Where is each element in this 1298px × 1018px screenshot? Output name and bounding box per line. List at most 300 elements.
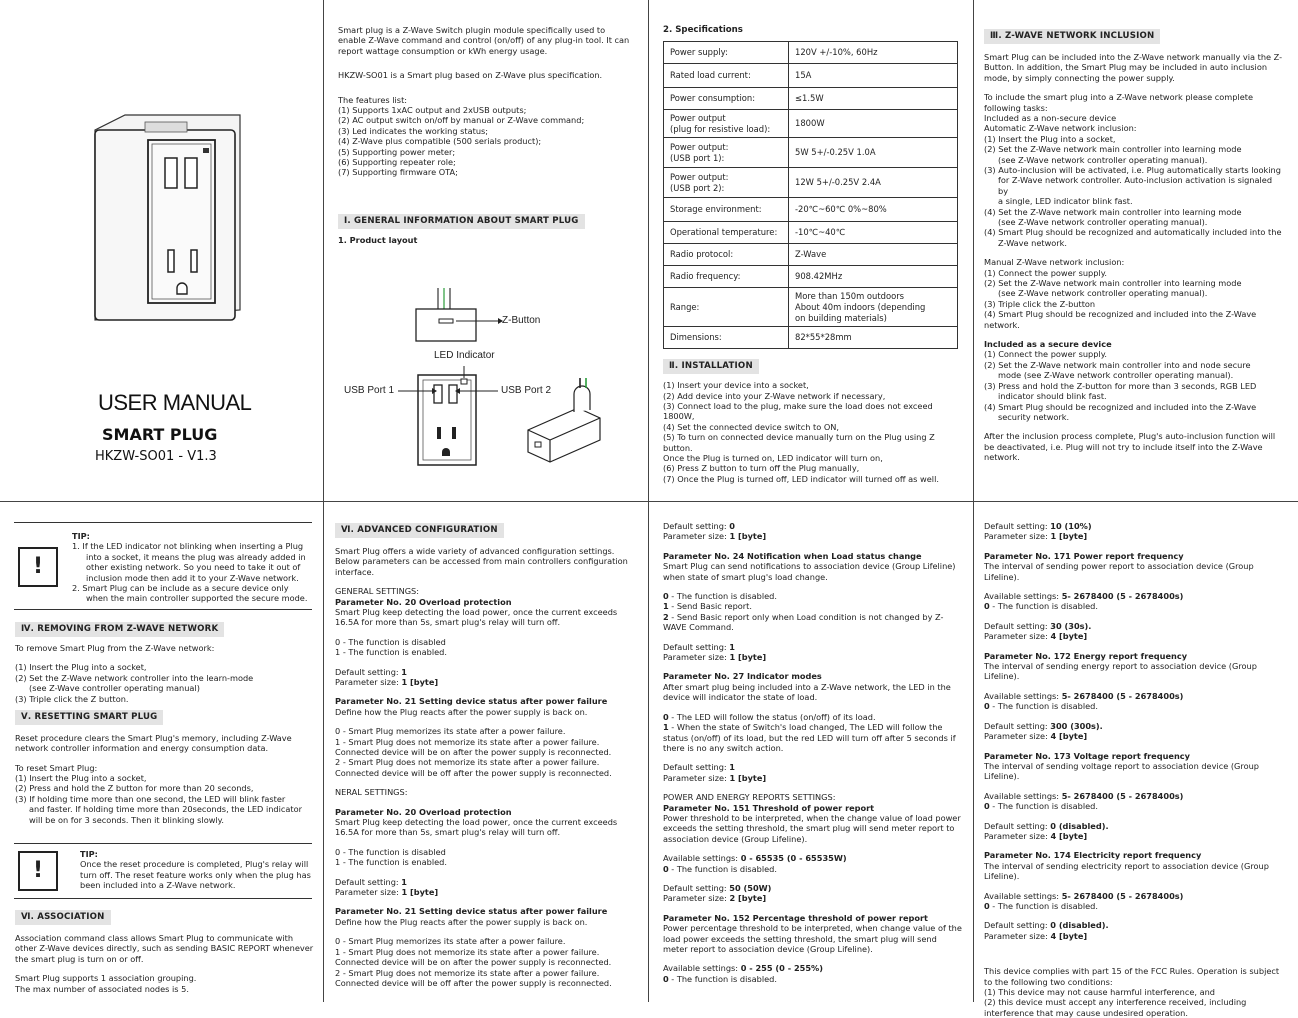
tip-line: into a socket, it means the plug was already added in (86, 551, 306, 562)
default-value: 1 (729, 641, 735, 652)
spec-row (664, 138, 958, 168)
manual-inclusion-title: Manual Z-Wave network inclusion: (984, 257, 1125, 268)
install-step: (5) To turn on connected device manually turn on the Plug using Z button. (663, 432, 935, 453)
parameter-option (663, 591, 963, 601)
tip-line: other existing network. So you need to take it out of (86, 562, 301, 573)
association-line: Smart Plug supports 1 association grouping. (15, 973, 197, 984)
tip-content (72, 531, 318, 604)
install-step: (7) Once the Plug is turned off, LED indicator will turned off as well. (663, 473, 939, 484)
parameter-text: Define how the Plug reacts after the power supply is back on. (335, 706, 588, 717)
available-value: 5- 2678400 (5 - 2678400s) (1061, 890, 1184, 901)
option-value: 0 (984, 900, 990, 911)
reset-step: and faster. If holding time more than 20seconds, the LED indicator (29, 804, 303, 815)
option-value: 0 (663, 591, 669, 602)
parameter-option (663, 612, 963, 633)
parameter-option (984, 601, 1284, 611)
option-text: - The function is disabled (340, 636, 446, 647)
parameter-option (335, 847, 635, 857)
option-value: 0 (663, 973, 669, 984)
available-label: Available settings: (984, 690, 1062, 701)
parameter-text: Power percentage threshold to be interpreted, when change value of the load power exceeds the setting threshold, the smart plug will send meter report to association device (Group Lifeline). (663, 923, 962, 954)
specifications-table (663, 41, 958, 349)
default-label: Default setting: (663, 762, 730, 773)
inclusion-step: security network. (998, 411, 1070, 422)
spec-row (664, 168, 958, 198)
bottom-left-panel (0, 502, 323, 1002)
features-title: The features list: (338, 94, 408, 105)
spec-value: 1800W (789, 109, 958, 137)
size-value: 1 [byte] (729, 531, 767, 542)
section-header: Ⅴ. RESETTING SMART PLUG (15, 710, 163, 725)
spec-value: 908.42MHz (789, 266, 958, 288)
inclusion-step: (3) Triple click the Z-button (984, 298, 1096, 309)
option-value: 0 (984, 801, 990, 812)
parameter-title: Parameter No. 20 Overload protection (335, 596, 512, 607)
default-value: 0 (729, 521, 735, 531)
section-header: Ⅲ. Z-WAVE NETWORK INCLUSION (984, 29, 1160, 44)
spec-label: Dimensions: (664, 327, 789, 349)
size-label: Parameter size: (984, 930, 1051, 941)
usb-port-1-label: USB Port 1 (344, 385, 395, 396)
parameter-option (663, 974, 963, 984)
default-setting (984, 920, 1284, 930)
option-value: 1 (663, 722, 669, 733)
option-text: - The function is disabled. (668, 863, 777, 874)
section-header: Ⅵ. ADVANCED CONFIGURATION (335, 523, 504, 538)
inclusion-step: (4) Smart Plug should be recognized and included into the Z-Wave network. (984, 309, 1257, 330)
default-label: Default setting: (984, 720, 1051, 731)
option-text: - The function is disabled. (989, 601, 1098, 612)
inclusion-step: a single, LED indicator blink fast. (998, 196, 1133, 207)
install-step: (3) Connect load to the plug, make sure the load does not exceed 1800W, (663, 400, 933, 422)
option-value: 0 (335, 846, 341, 857)
section-header: Ⅳ. REMOVING FROM Z-WAVE NETWORK (15, 622, 224, 637)
parameter-size (663, 531, 963, 541)
parameter-option (335, 757, 635, 778)
size-value: 1 [byte] (401, 887, 439, 898)
tip-title: TIP: (72, 531, 90, 541)
reset-step: will be on for 3 seconds. Then it blinking slowly. (29, 814, 224, 825)
default-setting (984, 821, 1284, 831)
default-label: Default setting: (335, 876, 402, 887)
parameter-size (984, 731, 1284, 741)
spec-value: 12W 5+/-0.25V 2.4A (789, 168, 958, 198)
option-value: 1 (335, 736, 341, 747)
inclusion-step: (see Z-Wave network controller operating manual). (998, 154, 1208, 165)
spec-value: 15A (789, 63, 958, 87)
z-button-label: Z-Button (502, 315, 541, 326)
parameter-size (663, 652, 963, 662)
option-text: - Smart Plug memorizes its state after a power failure. (340, 726, 566, 737)
size-label: Parameter size: (663, 652, 730, 663)
product-title: SMART PLUG (102, 425, 218, 444)
default-label: Default setting: (984, 620, 1051, 631)
feature-item: (2) AC output switch on/off by manual or Z-Wave command; (338, 115, 585, 126)
remove-step: (3) Triple click the Z button. (15, 693, 129, 704)
parameter-title: Parameter No. 151 Threshold of power report (663, 802, 875, 813)
available-settings (663, 853, 963, 863)
default-setting (984, 521, 1284, 531)
inclusion-step: (3) Auto-inclusion will be activated, i.e. Plug automatically starts looking (984, 164, 1281, 175)
default-value: 0 (disabled). (1050, 920, 1109, 931)
size-label: Parameter size: (335, 676, 402, 687)
option-value: 0 (335, 636, 341, 647)
parameter-option (335, 647, 635, 657)
intro-panel (338, 25, 630, 495)
parameter-size (984, 531, 1284, 541)
report-parameters-panel (984, 521, 1284, 1018)
parameter-size (663, 893, 963, 903)
parameter-option (335, 737, 635, 758)
option-text: - The LED will follow the status (on/off) of its load. (668, 711, 876, 722)
default-setting (335, 667, 635, 677)
inclusion-step: (3) Press and hold the Z-button for more than 3 seconds, RGB LED (984, 380, 1257, 391)
available-settings (984, 591, 1284, 601)
spec-row (664, 109, 958, 137)
tip-line: 1. If the LED indicator not blinking when inserting a Plug (72, 541, 304, 552)
feature-item: (4) Z-Wave plus compatible (500 serials product); (338, 136, 542, 147)
option-value: 1 (663, 601, 669, 612)
tip-line: 2. Smart Plug can be include as a secure device only (72, 583, 289, 594)
reset-step: (1) Insert the Plug into a socket, (15, 773, 147, 784)
option-text: - The function is enabled. (340, 857, 447, 868)
tip-text: Once the reset procedure is completed, Plug's relay will turn off. The reset feature works only when the plug has been included into a Z-Wave network. (80, 859, 311, 891)
parameter-title: Parameter No. 174 Electricity report frequency (984, 850, 1202, 861)
parameter-option (984, 901, 1284, 911)
parameter-title: Parameter No. 172 Energy report frequency (984, 650, 1188, 661)
remove-step: (1) Insert the Plug into a socket, (15, 662, 147, 673)
feature-item: (5) Supporting power meter; (338, 146, 456, 157)
spec-value: ≤1.5W (789, 87, 958, 109)
section-header: Ⅱ. INSTALLATION (663, 359, 759, 374)
spec-row (664, 63, 958, 87)
option-text: - Smart Plug does not memorize its state after a power failure. Connected device will be on after the power supply is reconnected. (335, 946, 612, 968)
default-setting (663, 762, 963, 772)
size-label: Parameter size: (984, 731, 1051, 742)
option-text: - Smart Plug memorizes its state after a power failure. (340, 936, 566, 947)
default-setting (663, 521, 963, 531)
feature-item: (6) Supporting repeater role; (338, 157, 456, 168)
parameter-option (335, 947, 635, 968)
parameter-option (335, 637, 635, 647)
size-label: Parameter size: (663, 893, 730, 904)
inclusion-step: mode (see Z-Wave network controller operating manual). (998, 370, 1234, 381)
option-value: 0 (663, 863, 669, 874)
parameter-size (335, 677, 635, 687)
option-value: 2 (335, 967, 341, 978)
parameter-text: The interval of sending electricity report to association device (Group Lifeline). (984, 860, 1269, 882)
option-value: 0 (984, 701, 990, 712)
parameter-option (335, 726, 635, 736)
available-settings (663, 963, 963, 973)
section-header: Ⅵ. ASSOCIATION (15, 910, 111, 925)
parameter-size (335, 887, 635, 897)
specifications-panel (663, 25, 963, 495)
available-value: 5- 2678400 (5 - 2678400s) (1061, 591, 1184, 602)
spec-label: Power supply: (664, 41, 789, 63)
inclusion-step: (2) Set the Z-Wave network main controller into and node secure (984, 359, 1251, 370)
spec-row (664, 198, 958, 222)
default-label: Default setting: (984, 521, 1051, 531)
layout-title: 1. Product layout (338, 234, 418, 245)
section-header: Ⅰ. GENERAL INFORMATION ABOUT SMART PLUG (338, 214, 585, 229)
default-label: Default setting: (984, 920, 1051, 931)
parameter-title: Parameter No. 152 Percentage threshold of power report (663, 912, 928, 923)
settings-group-title: POWER AND ENERGY REPORTS SETTINGS: (663, 792, 836, 803)
option-text: - The function is disabled. (989, 701, 1098, 712)
settings-group-title: NERAL SETTINGS: (335, 787, 408, 798)
parameter-option (335, 857, 635, 867)
advanced-config-panel (335, 523, 635, 993)
size-value: 4 [byte] (1050, 731, 1088, 742)
spec-row (664, 244, 958, 266)
inclusion-step: (1) Insert the Plug into a socket, (984, 133, 1116, 144)
fcc-condition: (1) This device may not cause harmful interference, and (984, 987, 1216, 997)
default-value: 1 (401, 876, 407, 887)
smart-plug-image (90, 110, 290, 330)
tip-line: inclusion mode then add it to your Z-Wave network. (86, 572, 299, 583)
parameter-option (663, 601, 963, 611)
intro-paragraph: HKZW-SO01 is a Smart plug based on Z-Wave plus specification. (338, 70, 603, 81)
parameter-option (984, 801, 1284, 811)
size-value: 4 [byte] (1050, 830, 1088, 841)
spec-value: -20℃~60℃ 0%~80% (789, 198, 958, 222)
install-step: (6) Press Z button to turn off the Plug manually, (663, 463, 860, 474)
spec-value: -10℃~40℃ (789, 222, 958, 244)
tip-title: TIP: (80, 849, 98, 859)
parameter-text: The interval of sending voltage report to association device (Group Lifeline). (984, 760, 1259, 782)
spec-label: Radio protocol: (664, 244, 789, 266)
available-value: 0 - 255 (0 - 255%) (740, 963, 823, 974)
parameter-size (984, 931, 1284, 941)
reset-title: To reset Smart Plug: (15, 762, 98, 773)
fcc-condition: (2) this device must accept any interference received, including interference that may cause undesired operation. (984, 997, 1247, 1018)
association-paragraph: Association command class allows Smart Plug to communicate with other Z-Wave devices directly, such as sending BASIC REPORT whenever the smart plug is turn on or off. (15, 932, 314, 964)
spec-row (664, 327, 958, 349)
default-value: 300 (300s). (1050, 720, 1103, 731)
option-text: - The function is disabled. (989, 900, 1098, 911)
inclusion-line: Automatic Z-Wave network inclusion: (984, 123, 1137, 134)
available-settings (984, 791, 1284, 801)
inclusion-step: (2) Set the Z-Wave network main controller into learning mode (984, 278, 1242, 289)
inclusion-line: Included as a non-secure device (984, 112, 1117, 123)
inclusion-step: (2) Set the Z-Wave network main controller into learning mode (984, 144, 1242, 155)
option-value: 0 (335, 936, 341, 947)
parameter-text: Smart Plug keep detecting the load power, once the current exceeds 16.5A for more than 5s, smart plug's relay will turn off. (335, 606, 618, 628)
spec-row (664, 41, 958, 63)
option-value: 2 (335, 757, 341, 768)
settings-group-title: GENERAL SETTINGS: (335, 586, 420, 597)
parameter-option (984, 701, 1284, 711)
spec-value: 82*55*28mm (789, 327, 958, 349)
spec-row (664, 266, 958, 288)
exclamation-icon: ! (18, 547, 58, 587)
default-label: Default setting: (663, 882, 730, 893)
parameter-text: The interval of sending power report to association device (Group Lifeline). (984, 561, 1254, 582)
available-settings (984, 691, 1284, 701)
available-label: Available settings: (984, 591, 1062, 602)
default-value: 30 (30s). (1050, 620, 1092, 631)
reset-step: (2) Press and hold the Z button for more than 20 seconds, (15, 783, 254, 794)
parameter-size (663, 773, 963, 783)
inclusion-step: (see Z-Wave network controller operating manual). (998, 217, 1208, 227)
inclusion-paragraph: To include the smart plug into a Z-Wave network please complete following tasks: (984, 92, 1254, 113)
default-label: Default setting: (663, 641, 730, 652)
inclusion-paragraph: After the inclusion process complete, Plug's auto-inclusion function will be deactivated, i.e. Plug will not try to include itself into the Z-Wave network. (984, 431, 1276, 463)
intro-paragraph: Smart plug is a Z-Wave Switch plugin module specifically used to enable Z-Wave command and control (on/off) of any plug-in tool. It can report wattage consumption or kWh energy usage. (338, 25, 630, 56)
default-setting (335, 877, 635, 887)
spec-label: Storage environment: (664, 198, 789, 222)
option-text: - Smart Plug does not memorize its state after a power failure. Connected device will be off after the power supply is reconnected. (335, 967, 612, 988)
available-value: 5- 2678400 (5 - 2678400s) (1061, 690, 1184, 701)
available-label: Available settings: (984, 890, 1062, 901)
size-value: 1 [byte] (729, 652, 767, 663)
option-value: 1 (335, 857, 341, 868)
option-value: 2 (663, 611, 669, 622)
parameter-title: Parameter No. 24 Notification when Load status change (663, 550, 922, 561)
parameter-option (335, 968, 635, 989)
default-label: Default setting: (335, 666, 402, 677)
usb-port-2-label: USB Port 2 (501, 385, 552, 396)
parameter-title: Parameter No. 173 Voltage report frequency (984, 750, 1191, 761)
parameter-option (663, 712, 963, 722)
inclusion-step: (1) Connect the power supply. (984, 349, 1108, 360)
default-value: 0 (disabled). (1050, 820, 1109, 831)
parameter-text: Define how the Plug reacts after the power supply is back on. (335, 916, 588, 927)
option-text: - Send Basic report. (668, 601, 752, 612)
size-value: 4 [byte] (1050, 930, 1088, 941)
option-value: 1 (335, 946, 341, 957)
option-text: - The function is disabled. (668, 591, 777, 602)
size-label: Parameter size: (984, 631, 1051, 642)
parameter-option (335, 936, 635, 946)
led-indicator-label: LED Indicator (434, 350, 495, 361)
parameter-title: Parameter No. 171 Power report frequency (984, 550, 1184, 561)
option-text: - The function is enabled. (340, 647, 447, 658)
product-layout-diagram (338, 280, 630, 480)
option-value: 1 (335, 647, 341, 658)
feature-item: (3) Led indicates the working status; (338, 125, 489, 136)
inclusion-step: (see Z-Wave network controller operating manual). (998, 288, 1208, 299)
default-setting (984, 721, 1284, 731)
spec-label: Power output: (USB port 2): (664, 168, 789, 198)
default-value: 10 (10%) (1050, 521, 1092, 531)
parameter-title: Parameter No. 21 Setting device status after power failure (335, 906, 608, 917)
parameter-size (984, 831, 1284, 841)
parameter-text: Smart Plug can send notifications to association device (Group Lifeline) when state of smart plug's load change. (663, 561, 956, 582)
inclusion-step: (4) Smart Plug should be recognized and automatically included into the (984, 227, 1282, 238)
available-label: Available settings: (984, 790, 1062, 801)
option-text: - When the state of Switch's load changed, The LED will follow the status (on/off) of its load, but the red LED will turn off after 5 seconds if there is no any switch action. (663, 722, 956, 753)
remove-step: (2) Set the Z-Wave network controller into the learn-mode (15, 672, 254, 683)
remove-intro: To remove Smart Plug from the Z-Wave network: (15, 642, 215, 653)
available-label: Available settings: (663, 853, 741, 864)
inclusion-step: for Z-Wave network controller. Auto-inclusion activation is signaled by (998, 175, 1273, 196)
inclusion-panel (984, 29, 1284, 499)
option-value: 0 (335, 726, 341, 737)
size-value: 1 [byte] (729, 772, 767, 783)
parameter-title: Parameter No. 20 Overload protection (335, 806, 512, 817)
feature-item: (1) Supports 1xAC output and 2xUSB outputs; (338, 105, 527, 116)
default-label: Default setting: (984, 820, 1051, 831)
size-label: Parameter size: (663, 531, 730, 542)
model-number: HKZW-SO01 - V1.3 (95, 449, 217, 464)
spec-label: Rated load current: (664, 63, 789, 87)
size-label: Parameter size: (335, 887, 402, 898)
parameter-text: After smart plug being included into a Z-Wave network, the LED in the device will indicator the state of load. (663, 681, 951, 703)
association-line: The max number of associated nodes is 5. (15, 983, 189, 994)
feature-item: (7) Supporting firmware OTA; (338, 167, 458, 178)
size-value: 2 [byte] (729, 893, 767, 904)
parameter-text: The interval of sending energy report to association device (Group Lifeline). (984, 661, 1257, 682)
available-label: Available settings: (663, 963, 741, 974)
advanced-intro: Smart Plug offers a wide variety of advanced configuration settings. Below parameters can be accessed from main controllers configuration interface. (335, 545, 628, 577)
inclusion-step: indicator should blink fast. (998, 391, 1107, 402)
spec-label: Power output (plug for resistive load): (664, 109, 789, 137)
reset-paragraph: Reset procedure clears the Smart Plug's memory, including Z-Wave network controller information and energy consumption data. (15, 732, 292, 754)
parameters-panel (663, 521, 963, 996)
spec-label: Range: (664, 288, 789, 327)
default-value: 1 (729, 762, 735, 773)
manual-title: USER MANUAL (98, 390, 252, 415)
install-step: (2) Add device into your Z-Wave network if necessary, (663, 390, 886, 401)
option-text: - The function is disabled. (989, 801, 1098, 812)
size-label: Parameter size: (984, 531, 1051, 542)
spec-label: Power output: (USB port 1): (664, 138, 789, 168)
parameter-title: Parameter No. 21 Setting device status after power failure (335, 696, 608, 707)
spec-value: More than 150m outdoors About 40m indoors (depending on building materials) (789, 288, 958, 327)
install-step: (1) Insert your device into a socket, (663, 380, 809, 391)
spec-value: 5W 5+/-0.25V 1.0A (789, 138, 958, 168)
default-value: 1 (401, 666, 407, 677)
option-value: 0 (663, 711, 669, 722)
default-setting (663, 642, 963, 652)
available-settings (984, 891, 1284, 901)
secure-inclusion-title: Included as a secure device (984, 339, 1112, 350)
size-value: 4 [byte] (1050, 631, 1088, 642)
spec-row (664, 222, 958, 244)
size-value: 1 [byte] (1050, 531, 1088, 542)
inclusion-step: Z-Wave network. (998, 237, 1068, 248)
fcc-paragraph: This device complies with part 15 of the FCC Rules. Operation is subject to the following two conditions: (984, 966, 1280, 987)
size-value: 1 [byte] (401, 676, 439, 687)
inclusion-step: (4) Smart Plug should be recognized and included into the Z-Wave (984, 401, 1257, 412)
size-label: Parameter size: (984, 830, 1051, 841)
default-setting (984, 621, 1284, 631)
default-value: 50 (50W) (729, 882, 772, 893)
spec-row (664, 87, 958, 109)
install-step: (4) Set the connected device switch to ON, (663, 421, 839, 432)
option-text: - The function is disabled. (668, 973, 777, 984)
parameter-size (984, 631, 1284, 641)
inclusion-step: (4) Set the Z-Wave network main controller into learning mode (984, 206, 1242, 217)
default-setting (663, 883, 963, 893)
available-value: 0 - 65535 (0 - 65535W) (740, 853, 847, 864)
exclamation-icon: ! (18, 851, 58, 891)
spec-value: 120V +/-10%, 60Hz (789, 41, 958, 63)
parameter-title: Parameter No. 27 Indicator modes (663, 671, 822, 682)
install-step: Once the Plug is turned on, LED indicator will turn on, (663, 453, 883, 464)
spec-label: Radio frequency: (664, 266, 789, 288)
option-text: - Smart Plug does not memorize its state after a power failure. Connected device will be on after the power supply is reconnected. (335, 736, 612, 757)
available-value: 5- 2678400 (5 - 2678400s) (1061, 790, 1184, 801)
default-label: Default setting: (663, 521, 730, 531)
specs-title: 2. Specifications (663, 25, 743, 35)
option-text: - Smart Plug does not memorize its state after a power failure. Connected device will be off after the power supply is reconnected. (335, 757, 612, 778)
option-text: - Send Basic report only when Load condition is not changed by Z-WAVE Command. (663, 611, 944, 633)
spec-label: Power consumption: (664, 87, 789, 109)
reset-step: (3) If holding time more than one second, the LED will blink faster (15, 793, 286, 804)
